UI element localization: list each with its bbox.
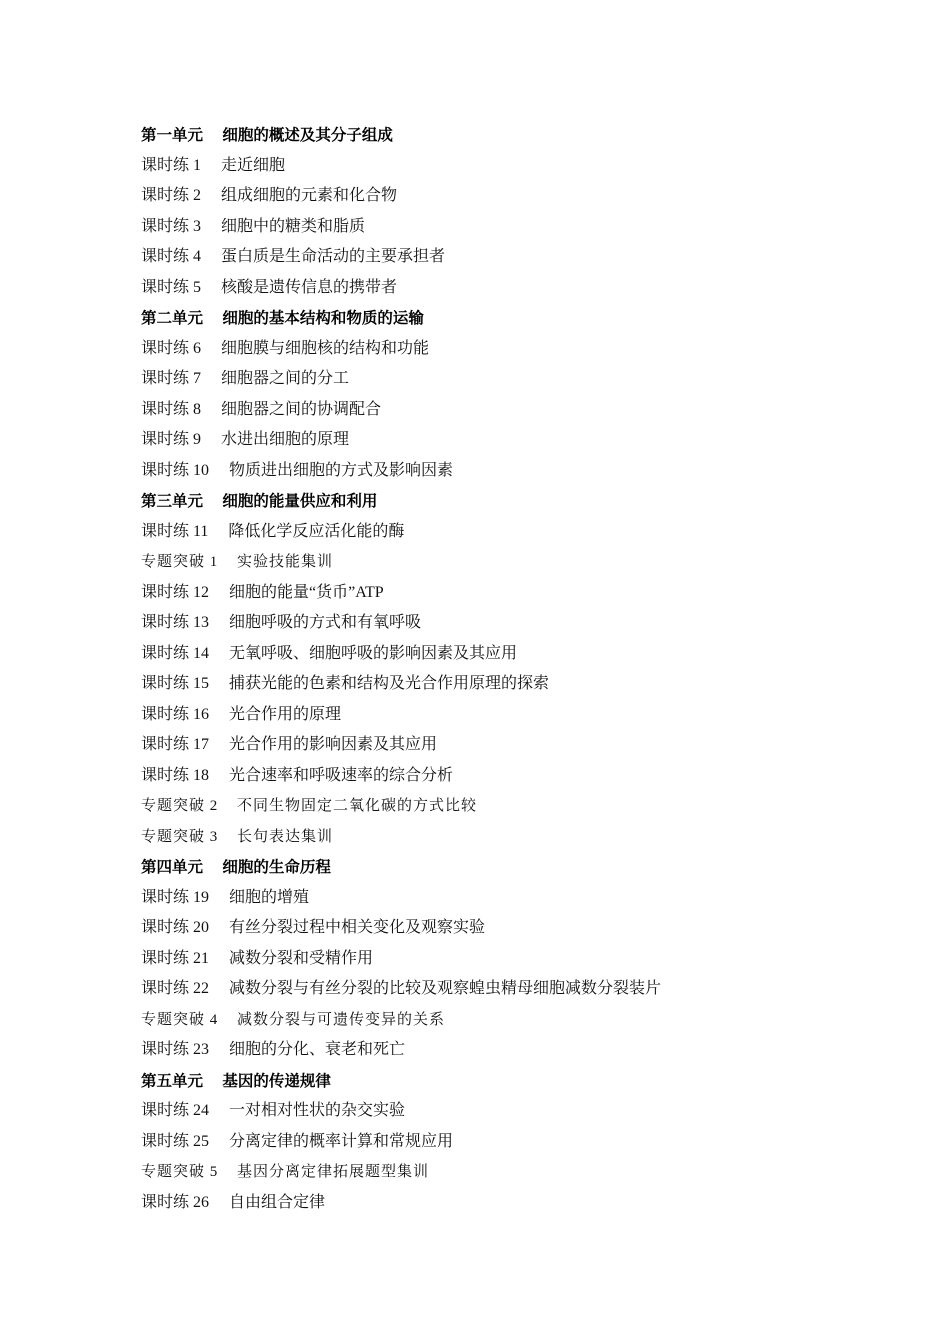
toc-special-entry[interactable] xyxy=(141,822,841,853)
toc-entry-title: 组成细胞的元素和化合物 xyxy=(221,187,398,204)
toc-lesson-entry[interactable] xyxy=(141,913,841,944)
toc-lesson-entry[interactable] xyxy=(141,273,841,304)
toc-lesson-entry[interactable] xyxy=(141,761,841,792)
toc-lesson-entry[interactable] xyxy=(141,578,841,609)
toc-entry-title: 基因分离定律拓展题型集训 xyxy=(237,1164,430,1180)
toc-entry-title: 细胞的概述及其分子组成 xyxy=(222,126,393,144)
toc-lesson-entry[interactable] xyxy=(141,669,841,700)
toc-entry-code: 课时练 20 xyxy=(141,919,210,936)
toc-entry-code: 课时练 24 xyxy=(141,1102,210,1119)
toc-entry-title: 光合作用的原理 xyxy=(229,705,342,723)
toc-lesson-entry[interactable] xyxy=(141,212,841,243)
toc-entry-code: 专题突破 2 xyxy=(141,798,219,814)
toc-entry-title: 降低化学反应活化能的酶 xyxy=(228,522,405,540)
toc-entry-title: 捕获光能的色素和结构及光合作用原理的探索 xyxy=(229,675,550,692)
toc-lesson-entry[interactable] xyxy=(141,1035,841,1066)
toc-unit-entry[interactable] xyxy=(141,120,841,151)
toc-entry-code: 课时练 2 xyxy=(141,187,202,204)
toc-entry-title: 自由组合定律 xyxy=(229,1193,326,1211)
toc-lesson-entry[interactable] xyxy=(141,1127,841,1158)
toc-lesson-entry[interactable] xyxy=(141,1188,841,1219)
toc-entry-title: 一对相对性状的杂交实验 xyxy=(229,1102,406,1119)
toc-entry-title: 不同生物固定二氧化碳的方式比较 xyxy=(237,798,478,814)
toc-entry-code: 专题突破 4 xyxy=(141,1011,219,1028)
toc-entry-title: 基因的传递规律 xyxy=(222,1071,331,1090)
toc-entry-title: 光合作用的影响因素及其应用 xyxy=(229,736,438,753)
toc-lesson-entry[interactable] xyxy=(141,151,841,182)
toc-entry-code: 第四单元 xyxy=(141,858,204,876)
toc-entry-code: 专题突破 3 xyxy=(141,828,219,845)
toc-special-entry[interactable] xyxy=(141,791,841,822)
toc-entry-title: 实验技能集训 xyxy=(237,554,334,570)
toc-entry-code: 课时练 7 xyxy=(141,370,202,387)
toc-entry-code: 专题突破 5 xyxy=(141,1164,219,1180)
toc-entry-code: 课时练 18 xyxy=(141,766,210,784)
toc-unit-entry[interactable] xyxy=(141,486,841,517)
toc-entry-code: 课时练 11 xyxy=(141,522,209,540)
toc-entry-title: 细胞膜与细胞核的结构和功能 xyxy=(221,339,430,357)
toc-entry-code: 第三单元 xyxy=(141,492,204,510)
toc-special-entry[interactable] xyxy=(141,547,841,578)
toc-lesson-entry[interactable] xyxy=(141,242,841,273)
toc-entry-code: 课时练 3 xyxy=(141,217,202,235)
toc-entry-title: 无氧呼吸、细胞呼吸的影响因素及其应用 xyxy=(229,644,518,662)
toc-entry-code: 课时练 14 xyxy=(141,644,210,662)
toc-entry-code: 课时练 8 xyxy=(141,400,202,418)
toc-lesson-entry[interactable] xyxy=(141,334,841,365)
toc-entry-title: 细胞的分化、衰老和死亡 xyxy=(229,1041,406,1058)
toc-lesson-entry[interactable] xyxy=(141,517,841,548)
toc-entry-code: 课时练 22 xyxy=(141,980,210,997)
toc-entry-title: 走近细胞 xyxy=(221,156,286,174)
toc-entry-code: 课时练 1 xyxy=(141,156,202,174)
toc-lesson-entry[interactable] xyxy=(141,730,841,761)
toc-entry-code: 课时练 4 xyxy=(141,248,202,265)
toc-lesson-entry[interactable] xyxy=(141,639,841,670)
toc-entry-title: 长句表达集训 xyxy=(237,828,334,845)
toc-lesson-entry[interactable] xyxy=(141,425,841,456)
toc-entry-title: 有丝分裂过程中相关变化及观察实验 xyxy=(229,919,486,936)
toc-special-entry[interactable] xyxy=(141,1157,841,1188)
toc-unit-entry[interactable] xyxy=(141,852,841,883)
toc-entry-code: 课时练 16 xyxy=(141,705,210,723)
toc-entry-code: 课时练 19 xyxy=(141,888,210,906)
toc-entry-title: 细胞的能量供应和利用 xyxy=(222,492,378,510)
toc-entry-code: 课时练 17 xyxy=(141,736,210,753)
toc-entry-title: 核酸是遗传信息的携带者 xyxy=(221,278,398,296)
toc-entry-code: 课时练 9 xyxy=(141,431,202,448)
toc-entry-title: 分离定律的概率计算和常规应用 xyxy=(229,1132,454,1150)
toc-unit-entry[interactable] xyxy=(141,303,841,334)
toc-entry-code: 专题突破 1 xyxy=(141,554,219,570)
toc-lesson-entry[interactable] xyxy=(141,181,841,212)
table-of-contents xyxy=(141,120,841,1218)
toc-entry-code: 课时练 13 xyxy=(141,614,210,631)
toc-special-entry[interactable] xyxy=(141,1005,841,1036)
toc-entry-title: 物质进出细胞的方式及影响因素 xyxy=(229,461,454,479)
toc-lesson-entry[interactable] xyxy=(141,700,841,731)
toc-entry-title: 细胞的增殖 xyxy=(229,888,310,906)
toc-entry-code: 课时练 5 xyxy=(141,278,202,296)
toc-entry-code: 课时练 23 xyxy=(141,1041,210,1058)
toc-lesson-entry[interactable] xyxy=(141,456,841,487)
toc-lesson-entry[interactable] xyxy=(141,974,841,1005)
toc-entry-code: 第五单元 xyxy=(141,1071,204,1090)
toc-entry-title: 细胞器之间的协调配合 xyxy=(221,400,382,418)
toc-entry-code: 第一单元 xyxy=(141,126,204,144)
toc-entry-code: 课时练 10 xyxy=(141,461,210,479)
toc-entry-code: 课时练 6 xyxy=(141,339,202,357)
toc-entry-title: 细胞的生命历程 xyxy=(222,858,331,876)
toc-entry-code: 课时练 26 xyxy=(141,1193,210,1211)
toc-unit-entry[interactable] xyxy=(141,1066,841,1097)
toc-entry-title: 减数分裂与可遗传变异的关系 xyxy=(237,1011,446,1028)
toc-entry-code: 课时练 12 xyxy=(141,583,210,601)
toc-entry-title: 细胞的能量“货币”ATP xyxy=(229,583,384,601)
toc-entry-title: 细胞的基本结构和物质的运输 xyxy=(222,309,424,327)
toc-entry-code: 第二单元 xyxy=(141,309,204,327)
toc-entry-title: 光合速率和呼吸速率的综合分析 xyxy=(229,766,454,784)
toc-entry-title: 水进出细胞的原理 xyxy=(221,431,350,448)
toc-lesson-entry[interactable] xyxy=(141,944,841,975)
toc-entry-title: 细胞器之间的分工 xyxy=(221,370,350,387)
toc-entry-title: 细胞呼吸的方式和有氧呼吸 xyxy=(229,614,422,631)
toc-lesson-entry[interactable] xyxy=(141,883,841,914)
toc-entry-code: 课时练 25 xyxy=(141,1132,210,1150)
toc-entry-title: 减数分裂与有丝分裂的比较及观察蝗虫精母细胞减数分裂装片 xyxy=(229,980,662,997)
toc-lesson-entry[interactable] xyxy=(141,608,841,639)
toc-entry-title: 细胞中的糖类和脂质 xyxy=(221,217,366,235)
toc-entry-code: 课时练 15 xyxy=(141,675,210,692)
toc-entry-title: 蛋白质是生命活动的主要承担者 xyxy=(221,248,446,265)
toc-lesson-entry[interactable] xyxy=(141,364,841,395)
toc-lesson-entry[interactable] xyxy=(141,395,841,426)
toc-lesson-entry[interactable] xyxy=(141,1096,841,1127)
toc-entry-title: 减数分裂和受精作用 xyxy=(229,949,374,967)
toc-entry-code: 课时练 21 xyxy=(141,949,210,967)
